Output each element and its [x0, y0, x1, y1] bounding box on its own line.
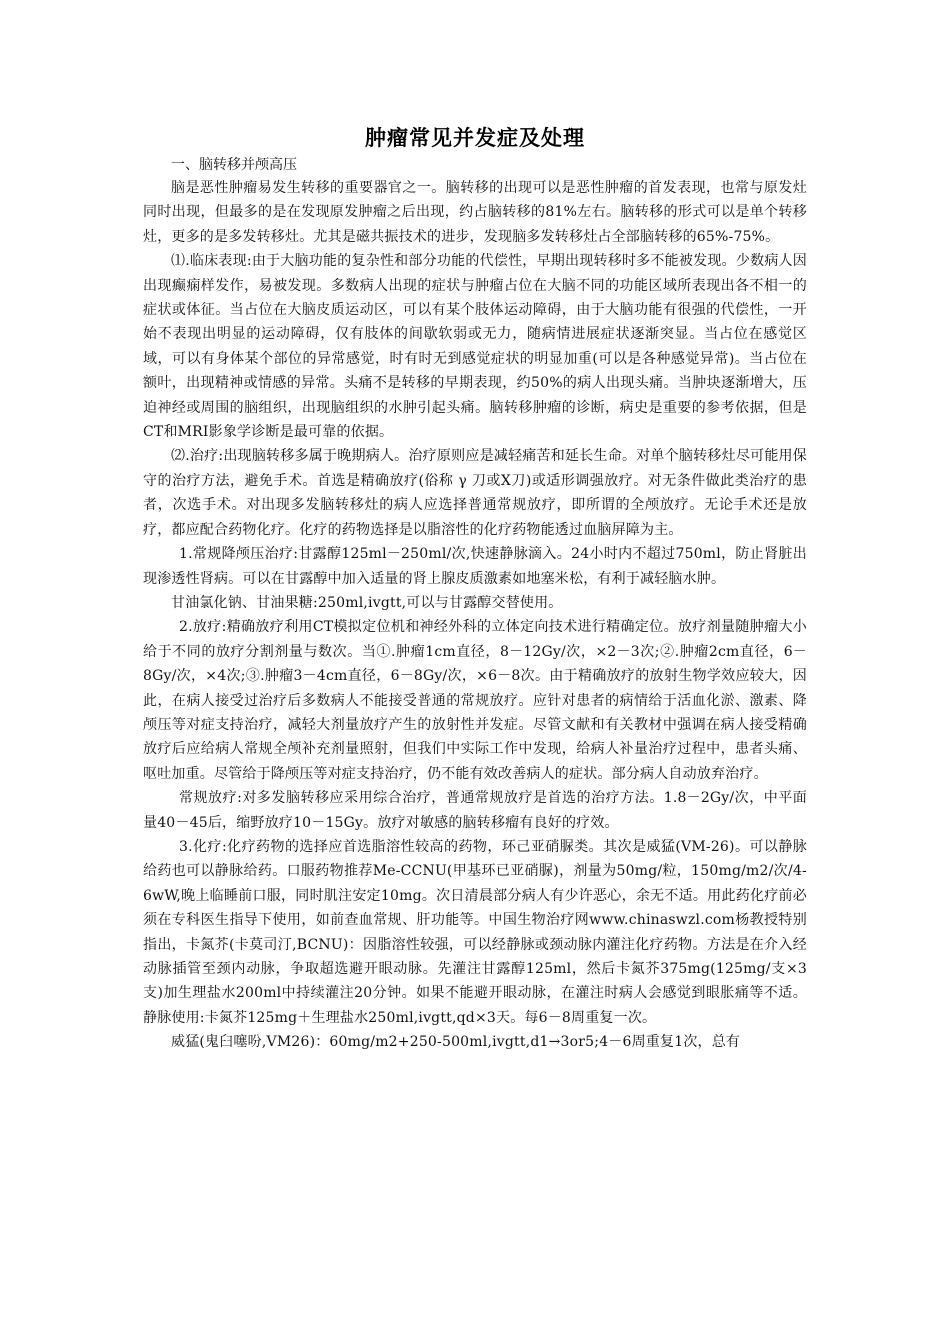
section-heading: 一、脑转移并颅高压: [171, 157, 297, 173]
document-page: [143, 124, 807, 1055]
paragraph-radiotherapy: 2.放疗:精确放疗利用CT模拟定位机和神经外科的立体定向技术进行精确定位。放疗剂量随肿瘤大小给于不同的放疗分割剂量与数次。当①.肿瘤1cm直径，8－12Gy/次，×2－3次;②.肿瘤2cm直径，6－8Gy/次，×4次;③.肿瘤3－4cm直径，6－8Gy/次，×6－8次。由于精确放疗的放射生物学效应较大，因此，在病人接受过治疗后多数病人不能接受普通的常规放疗。应针对患者的病情给于活血化淤、激素、降颅压等对症支持治疗，减轻大剂量放疗产生的放射性并发症。尽管文献和有关教材中强调在病人接受精确放疗后应给病人常规全颅补充剂量照射，但我们中实际工作中发现，给病人补量治疗过程中，患者头痛、呕吐加重。尽管给于降颅压等对症支持治疗，仍不能有效改善病人的症状。部分病人自动放弃治疗。: [143, 619, 807, 782]
paragraph-intracranial-pressure: 1.常规降颅压治疗:甘露醇125ml－250ml/次,快速静脉滴入。24小时内不超过750ml，防止肾脏出现渗透性肾病。可以在甘露醇中加入适量的肾上腺皮质激素如地塞米松，有利于减轻脑水肿。: [143, 546, 807, 587]
paragraph-vm26: 威猛(鬼臼噻吩,VM26)：60mg/m2+250-500ml,ivgtt,d1→3or5;4－6周重复1次，总有: [171, 1034, 741, 1051]
paragraph-treatment: ⑵.治疗:出现脑转移多属于晚期病人。治疗原则应是减轻痛苦和延长生命。对单个脑转移灶尽可能用保守的治疗方法，避免手术。首选是精确放疗(俗称 γ 刀或X刀)或适形调强放疗。对无条件做此类治疗的患者，次选手术。对出现多发脑转移灶的病人应选择普通常规放疗，即所谓的全颅放疗。无论手术还是放疗，都应配合药物化疗。化疗的药物选择是以脂溶性的化疗药物能透过血脑屏障为主。: [143, 448, 807, 538]
paragraph-chemotherapy: 3.化疗:化疗药物的选择应首选脂溶性较高的药物，环己亚硝脲类。其次是威猛(VM-26)。可以静脉给药也可以静脉给药。口服药物推荐Me-CCNU(甲基环已亚硝脲)，剂量为50mg/粒，150mg/m2/次/4-6wW,晚上临睡前口服，同时肌注安定10mg。次日清晨部分病人有少许恶心，余无不适。用此药化疗前必须在专科医生指导下使用，如前查血常规、肝功能等。中国生物治疗网www.chinaswzl.com杨教授特别指出，卡氮芥(卡莫司汀,BCNU)：因脂溶性较强，可以经静脉或颈动脉内灌注化疗药物。方法是在介入经动脉插管至颈内动脉，争取超选避开眼动脉。先灌注甘露醇125ml，然后卡氮芥375mg(125mg/支×3支)加生理盐水200ml中持续灌注20分钟。如果不能避开眼动脉，在灌注时病人会感觉到眼胀痛等不适。静脉使用:卡氮芥125mg＋生理盐水250ml,ivgtt,qd×3天。每6－8周重复一次。: [143, 838, 807, 1026]
document-title: 肿瘤常见并发症及处理: [365, 126, 585, 150]
paragraph-intro: 脑是恶性肿瘤易发生转移的重要器官之一。脑转移的出现可以是恶性肿瘤的首发表现，也常与原发灶同时出现，但最多的是在发现原发肿瘤之后出现，约占脑转移的81%左右。脑转移的形式可以是单个转移灶，更多的是多发转移灶。尤其是磁共振技术的进步，发现脑多发转移灶占全部脑转移的65%-75%。: [143, 180, 807, 245]
paragraph-clinical-presentation: ⑴.临床表现:由于大脑功能的复杂性和部分功能的代偿性，早期出现转移时多不能被发现。少数病人因出现癫痫样发作，易被发现。多数病人出现的症状与肿瘤占位在大脑不同的功能区域所表现出各不相一的症状或体征。当占位在大脑皮质运动区，可以有某个肢体运动障碍，由于大脑功能有很强的代偿性，一开始不表现出明显的运动障碍，仅有肢体的间歇软弱或无力，随病情进展症状逐渐突显。当占位在感觉区域，可以有身体某个部位的异常感觉，时有时无到感觉症状的明显加重(可以是各种感觉异常)。当占位在额叶，出现精神或情感的异常。头痛不是转移的早期表现，约50%的病人出现头痛。当肿块逐渐增大，压迫神经或周围的脑组织，出现脑组织的水肿引起头痛。脑转移肿瘤的诊断，病史是重要的参考依据，但是CT和MRI影象学诊断是最可靠的依据。: [143, 253, 807, 441]
paragraph-conventional-radiotherapy: 常规放疗:对多发脑转移应采用综合治疗，普通常规放疗是首选的治疗方法。1.8－2Gy/次，中平面量40－45后，缩野放疗10－15Gy。放疗对敏感的脑转移瘤有良好的疗效。: [143, 790, 807, 831]
paragraph-glycerol: 甘油氯化钠、甘油果糖:250ml,ivgtt,可以与甘露醇交替使用。: [171, 594, 563, 611]
